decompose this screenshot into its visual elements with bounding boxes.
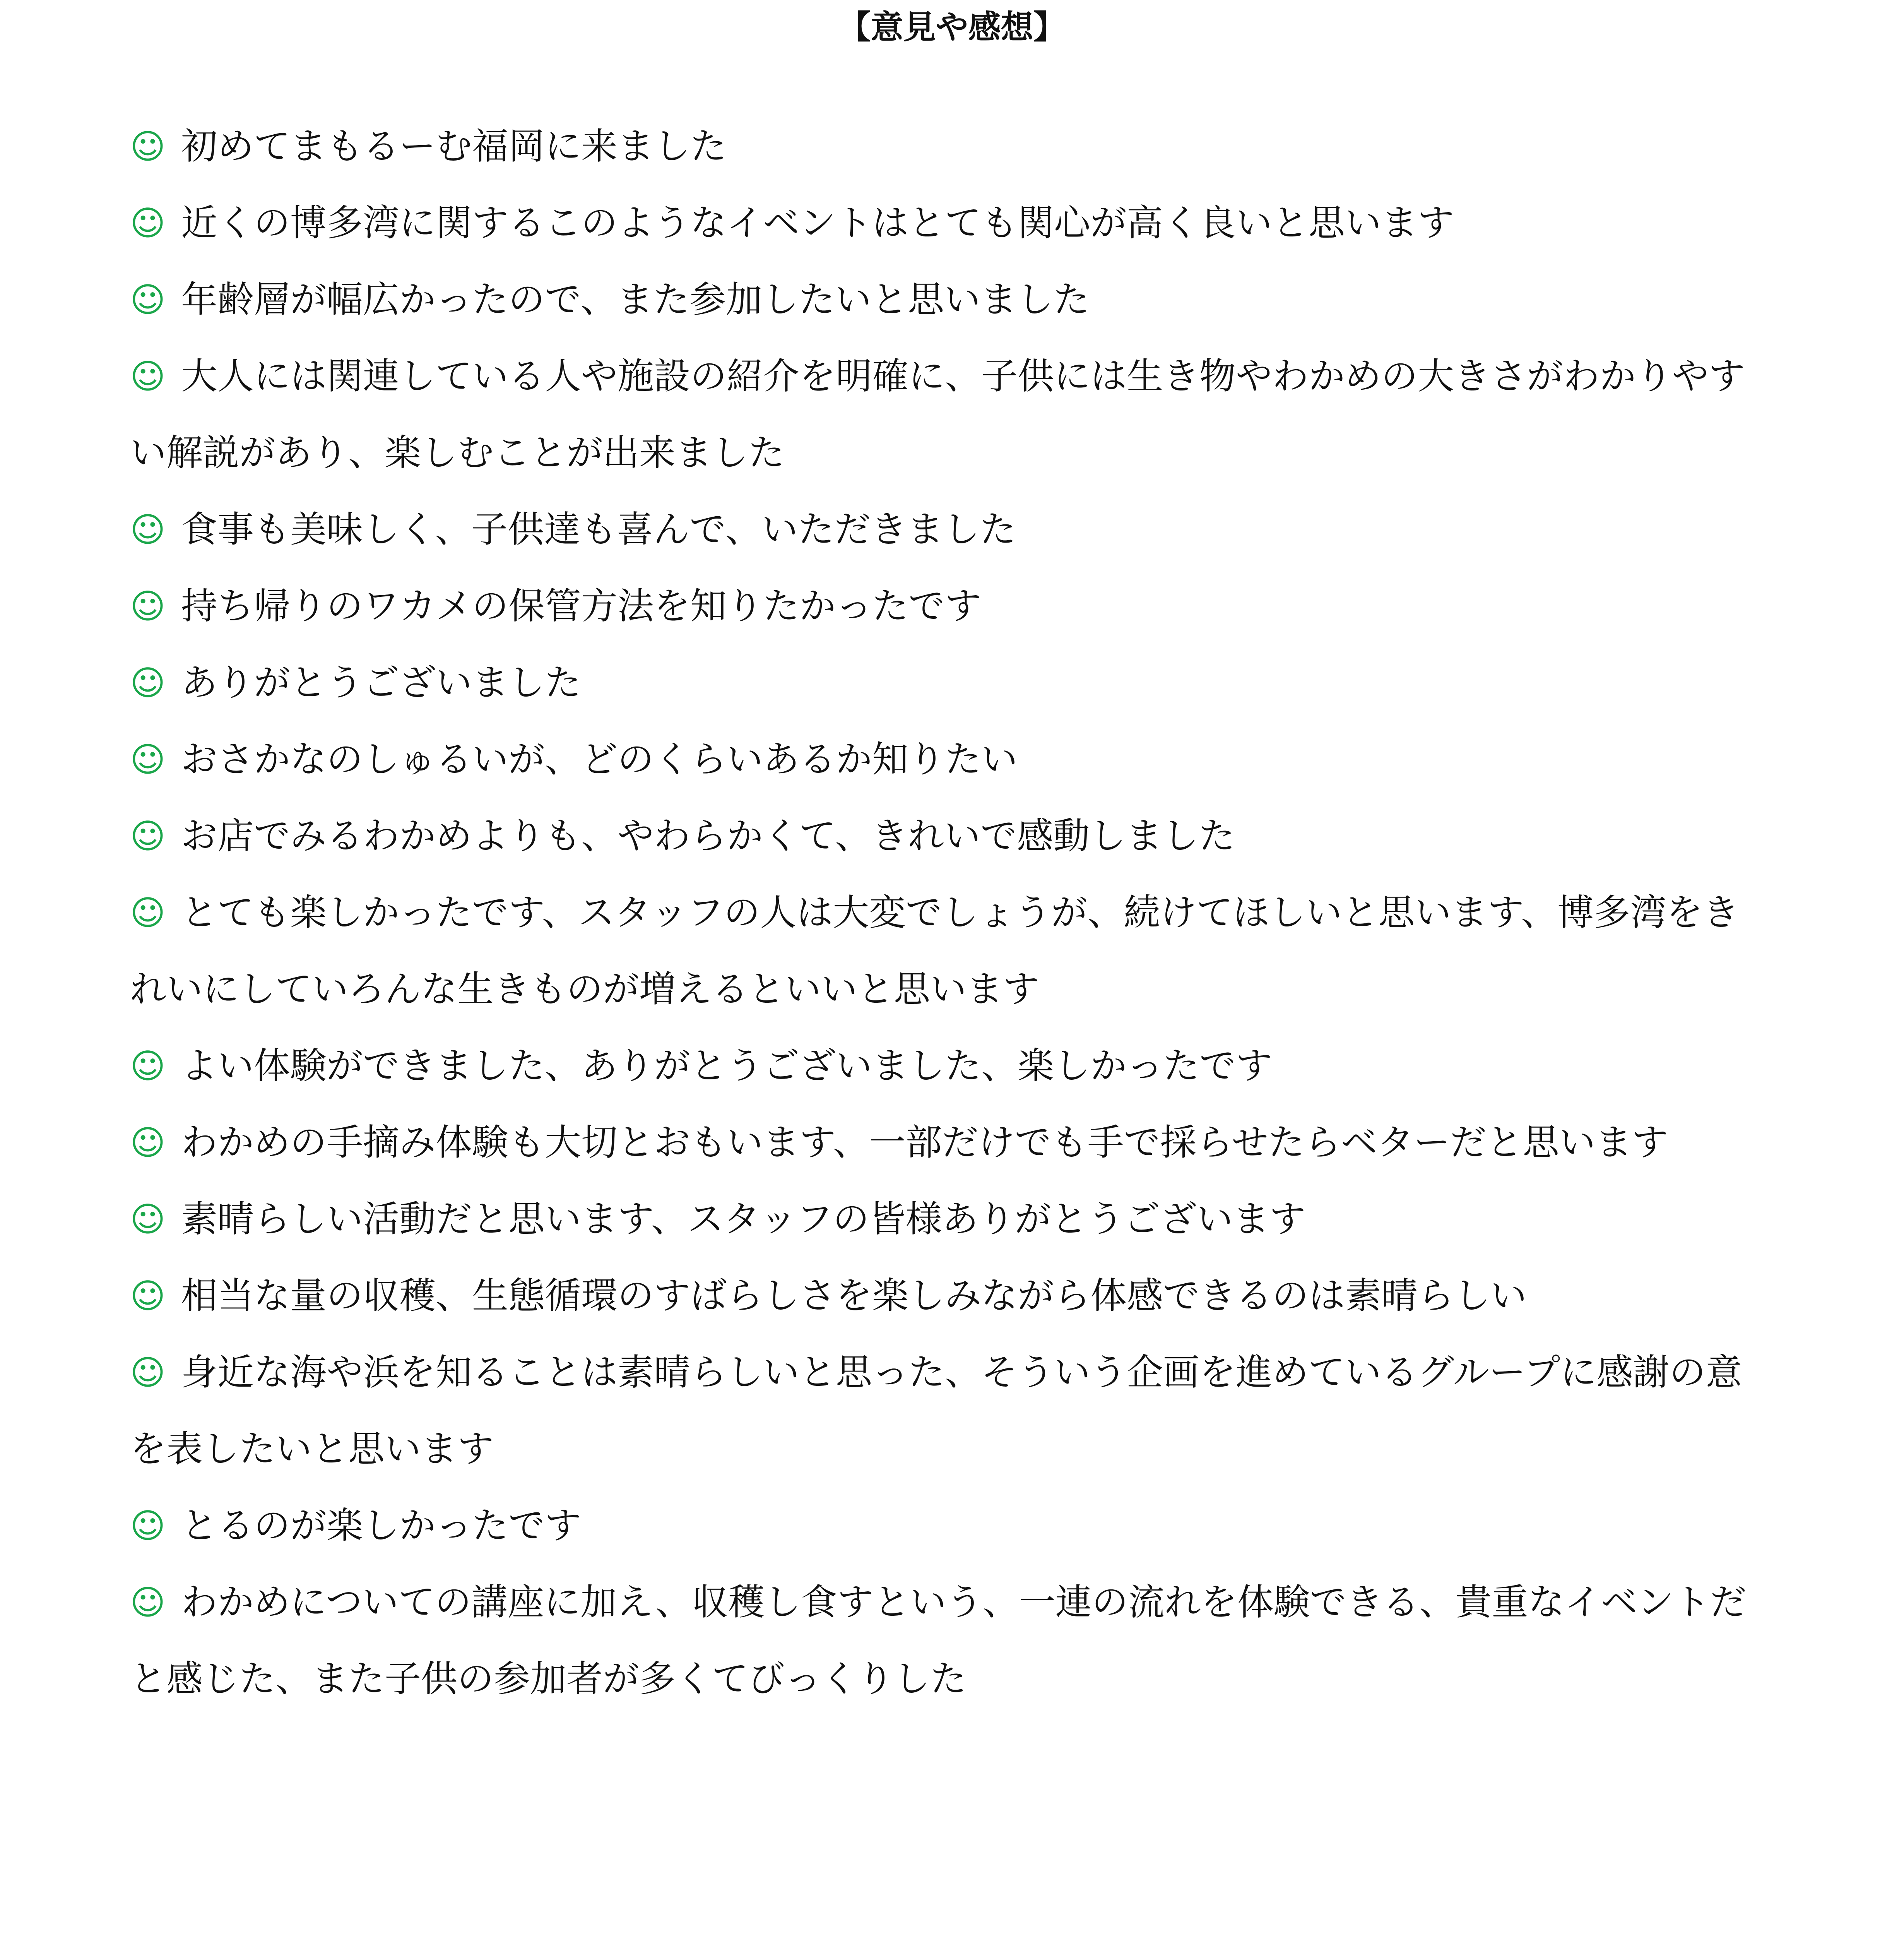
smiley-icon: ☺: [130, 203, 166, 243]
smiley-icon: ☺: [130, 1123, 166, 1163]
smiley-icon: ☺: [130, 1353, 166, 1392]
smiley-icon: ☺: [130, 740, 166, 779]
smiley-icon: ☺: [130, 816, 166, 856]
smiley-icon: ☺: [130, 1276, 166, 1316]
comment-item: [130, 1258, 1755, 1334]
comment-text: 食事も美味しく、子供達も喜んで、いただきました: [181, 509, 1016, 551]
comment-text: 近くの博多湾に関するこのようなイベントはとても関心が高く良いと思います: [181, 202, 1454, 244]
comment-item: [130, 108, 1755, 185]
smiley-icon: ☺: [130, 510, 166, 550]
smiley-icon: ☺: [130, 1199, 166, 1239]
comment-text: とるのが楽しかったです: [181, 1505, 582, 1547]
comment-item: [130, 721, 1755, 798]
smiley-icon: ☺: [130, 356, 166, 396]
smiley-icon: ☺: [130, 280, 166, 320]
smiley-icon: ☺: [130, 1506, 166, 1546]
comment-text: 相当な量の収穫、生態循環のすばらしさを楽しみながら体感できるのは素晴らしい: [181, 1275, 1527, 1317]
comment-text: ありがとうございました: [181, 662, 582, 704]
smiley-icon: ☺: [130, 586, 166, 626]
smiley-icon: ☺: [130, 1582, 166, 1622]
page-title: 【意見や感想】: [838, 8, 1066, 46]
comment-list: [130, 108, 1755, 1718]
comment-item: [130, 875, 1755, 1028]
comment-text: 大人には関連している人や施設の紹介を明確に、子供には生き物やわかめの大きさがわかりやすい解説があり、楽しむことが出来ました: [130, 355, 1745, 474]
comment-item: [130, 1488, 1755, 1564]
comment-text: とても楽しかったです、スタッフの人は大変でしょうが、続けてほしいと思います、博多湾をきれいにしていろんな生きものが増えるといいと思います: [130, 892, 1739, 1010]
comment-text: わかめの手摘み体験も大切とおもいます、一部だけでも手で採らせたらベターだと思います: [181, 1122, 1668, 1164]
comment-item: [130, 185, 1755, 262]
comment-text: よい体験ができました、ありがとうございました、楽しかったです: [181, 1045, 1273, 1087]
comment-text: わかめについての講座に加え、収穫し食すという、一連の流れを体験できる、貴重なイベントだと感じた、また子供の参加者が多くてびっくりした: [130, 1581, 1747, 1700]
comment-text: おさかなのしゅるいが、どのくらいあるか知りたい: [181, 738, 1018, 781]
comment-item: [130, 491, 1755, 568]
comment-text: お店でみるわかめよりも、やわらかくて、きれいで感動しました: [181, 815, 1235, 857]
comment-text: 素晴らしい活動だと思います、スタッフの皆様ありがとうございます: [181, 1198, 1306, 1240]
comment-item: [130, 1104, 1755, 1181]
smiley-icon: ☺: [130, 663, 166, 703]
comment-item: [130, 1181, 1755, 1258]
comment-item: [130, 1334, 1755, 1488]
comment-item: [130, 1564, 1755, 1718]
comment-item: [130, 568, 1755, 645]
comment-item: [130, 1028, 1755, 1104]
smiley-icon: ☺: [130, 893, 166, 933]
comment-item: [130, 338, 1755, 491]
comment-text: 初めてまもるーむ福岡に来ました: [181, 125, 727, 168]
comment-item: [130, 262, 1755, 338]
comment-text: 身近な海や浜を知ることは素晴らしいと思った、そういう企画を進めているグループに感謝の意を表したいと思います: [130, 1351, 1742, 1470]
comment-item: [130, 798, 1755, 875]
comment-text: 持ち帰りのワカメの保管方法を知りたかったです: [181, 585, 982, 627]
comment-item: [130, 645, 1755, 721]
smiley-icon: ☺: [130, 1046, 166, 1086]
smiley-icon: ☺: [130, 127, 166, 166]
comment-text: 年齢層が幅広かったので、また参加したいと思いました: [181, 279, 1090, 321]
